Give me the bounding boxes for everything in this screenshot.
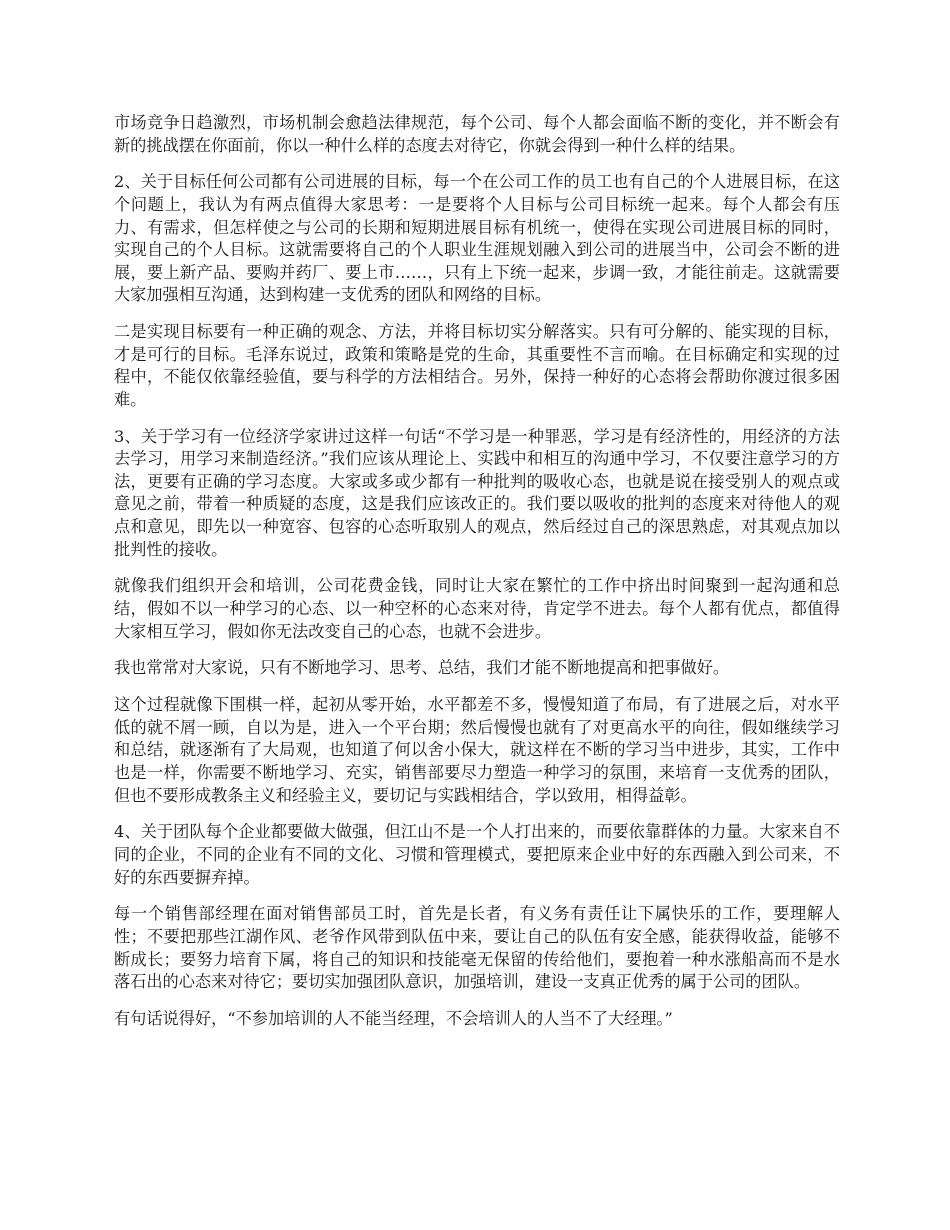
paragraph-training: 就像我们组织开会和培训，公司花费金钱，同时让大家在繁忙的工作中挤出时间聚到一起沟通和总结，假如不以一种学习的心态、以一种空杯的心态来对待，肯定学不进去。每个人都有优点，都值得大家相互学习，假如你无法改变自己的心态，也就不会进步。 — [114, 576, 840, 641]
paragraph-go-analogy: 这个过程就像下围棋一样，起初从零开始，水平都差不多，慢慢知道了布局，有了进展之后，对水平低的就不屑一顾，自以为是，进入一个平台期；然后慢慢也就有了对更高水平的向往，假如继续学习和总结，就逐渐有了大局观，也知道了何以舍小保大，就这样在不断的学习当中进步，其实，工作中也是一样，你需要不断地学习、充实，销售部要尽力塑造一种学习的氛围，来培育一支优秀的团队，但也不要形成教条主义和经验主义，要切记与实践相结合，学以致用，相得益彰。 — [114, 695, 840, 805]
document-body — [114, 112, 840, 1045]
paragraph-closing-quote: 有句话说得好，“不参加培训的人不能当经理，不会培训人的人当不了大经理。” — [114, 1008, 673, 1028]
paragraph-goals: 2、关于目标任何公司都有公司进展的目标，每一个在公司工作的员工也有自己的个人进展目标，在这个问题上，我认为有两点值得大家思考：一是要将个人目标与公司目标统一起来。每个人都会有压力、有需求，但怎样使之与公司的长期和短期进展目标有机统一，使得在实现公司进展目标的同时，实现自己的个人目标。这就需要将自己的个人职业生涯规划融入到公司的进展当中，公司会不断的进展，要上新产品、要购并药厂、要上市……，只有上下统一起来，步调一致，才能往前走。这就需要大家加强相互沟通，达到构建一支优秀的团队和网络的目标。 — [114, 172, 840, 305]
paragraph-team: 4、关于团队每个企业都要做大做强，但江山不是一个人打出来的，而要依靠群体的力量。大家来自不同的企业，不同的企业有不同的文化、习惯和管理模式，要把原来企业中好的东西融入到公司来，不好的东西要摒弃掉。 — [114, 822, 840, 887]
paragraph-continuous-learning: 我也常常对大家说，只有不断地学习、思考、总结，我们才能不断地提高和把事做好。 — [114, 658, 730, 678]
paragraph-intro: 市场竞争日趋激烈，市场机制会愈趋法律规范，每个公司、每个人都会面临不断的变化，并不断会有新的挑战摆在你面前，你以一种什么样的态度去对待它，你就会得到一种什么样的结果。 — [114, 113, 840, 155]
paragraph-goals-method: 二是实现目标要有一种正确的观念、方法，并将目标切实分解落实。只有可分解的、能实现的目标，才是可行的目标。毛泽东说过，政策和策略是党的生命，其重要性不言而喻。在目标确定和实现的过程中，不能仅依靠经验值，要与科学的方法相结合。另外，保持一种好的心态将会帮助你渡过很多困难。 — [114, 322, 840, 409]
paragraph-learning: 3、关于学习有一位经济学家讲过这样一句话“不学习是一种罪恶，学习是有经济性的，用经济的方法去学习，用学习来制造经济。”我们应该从理论上、实践中和相互的沟通中学习，不仅要注意学习的方法，更要有正确的学习态度。大家或多或少都有一种批判的吸收心态，也就是说在接受别人的观点或意见之前，带着一种质疑的态度，这是我们应该改正的。我们要以吸收的批判的态度来对待他人的观点和意见，即先以一种宽容、包容的心态听取别人的观点，然后经过自己的深思熟虑，对其观点加以批判性的接收。 — [114, 426, 840, 559]
paragraph-manager-duties: 每一个销售部经理在面对销售部员工时，首先是长者，有义务有责任让下属快乐的工作，要理解人性；不要把那些江湖作风、老爷作风带到队伍中来，要让自己的队伍有安全感，能获得收益，能够不断成长；要努力培育下属，将自己的知识和技能毫无保留的传给他们，要抱着一种水涨船高而不是水落石出的心态来对待它；要切实加强团队意识，加强培训，建设一支真正优秀的属于公司的团队。 — [114, 904, 840, 992]
